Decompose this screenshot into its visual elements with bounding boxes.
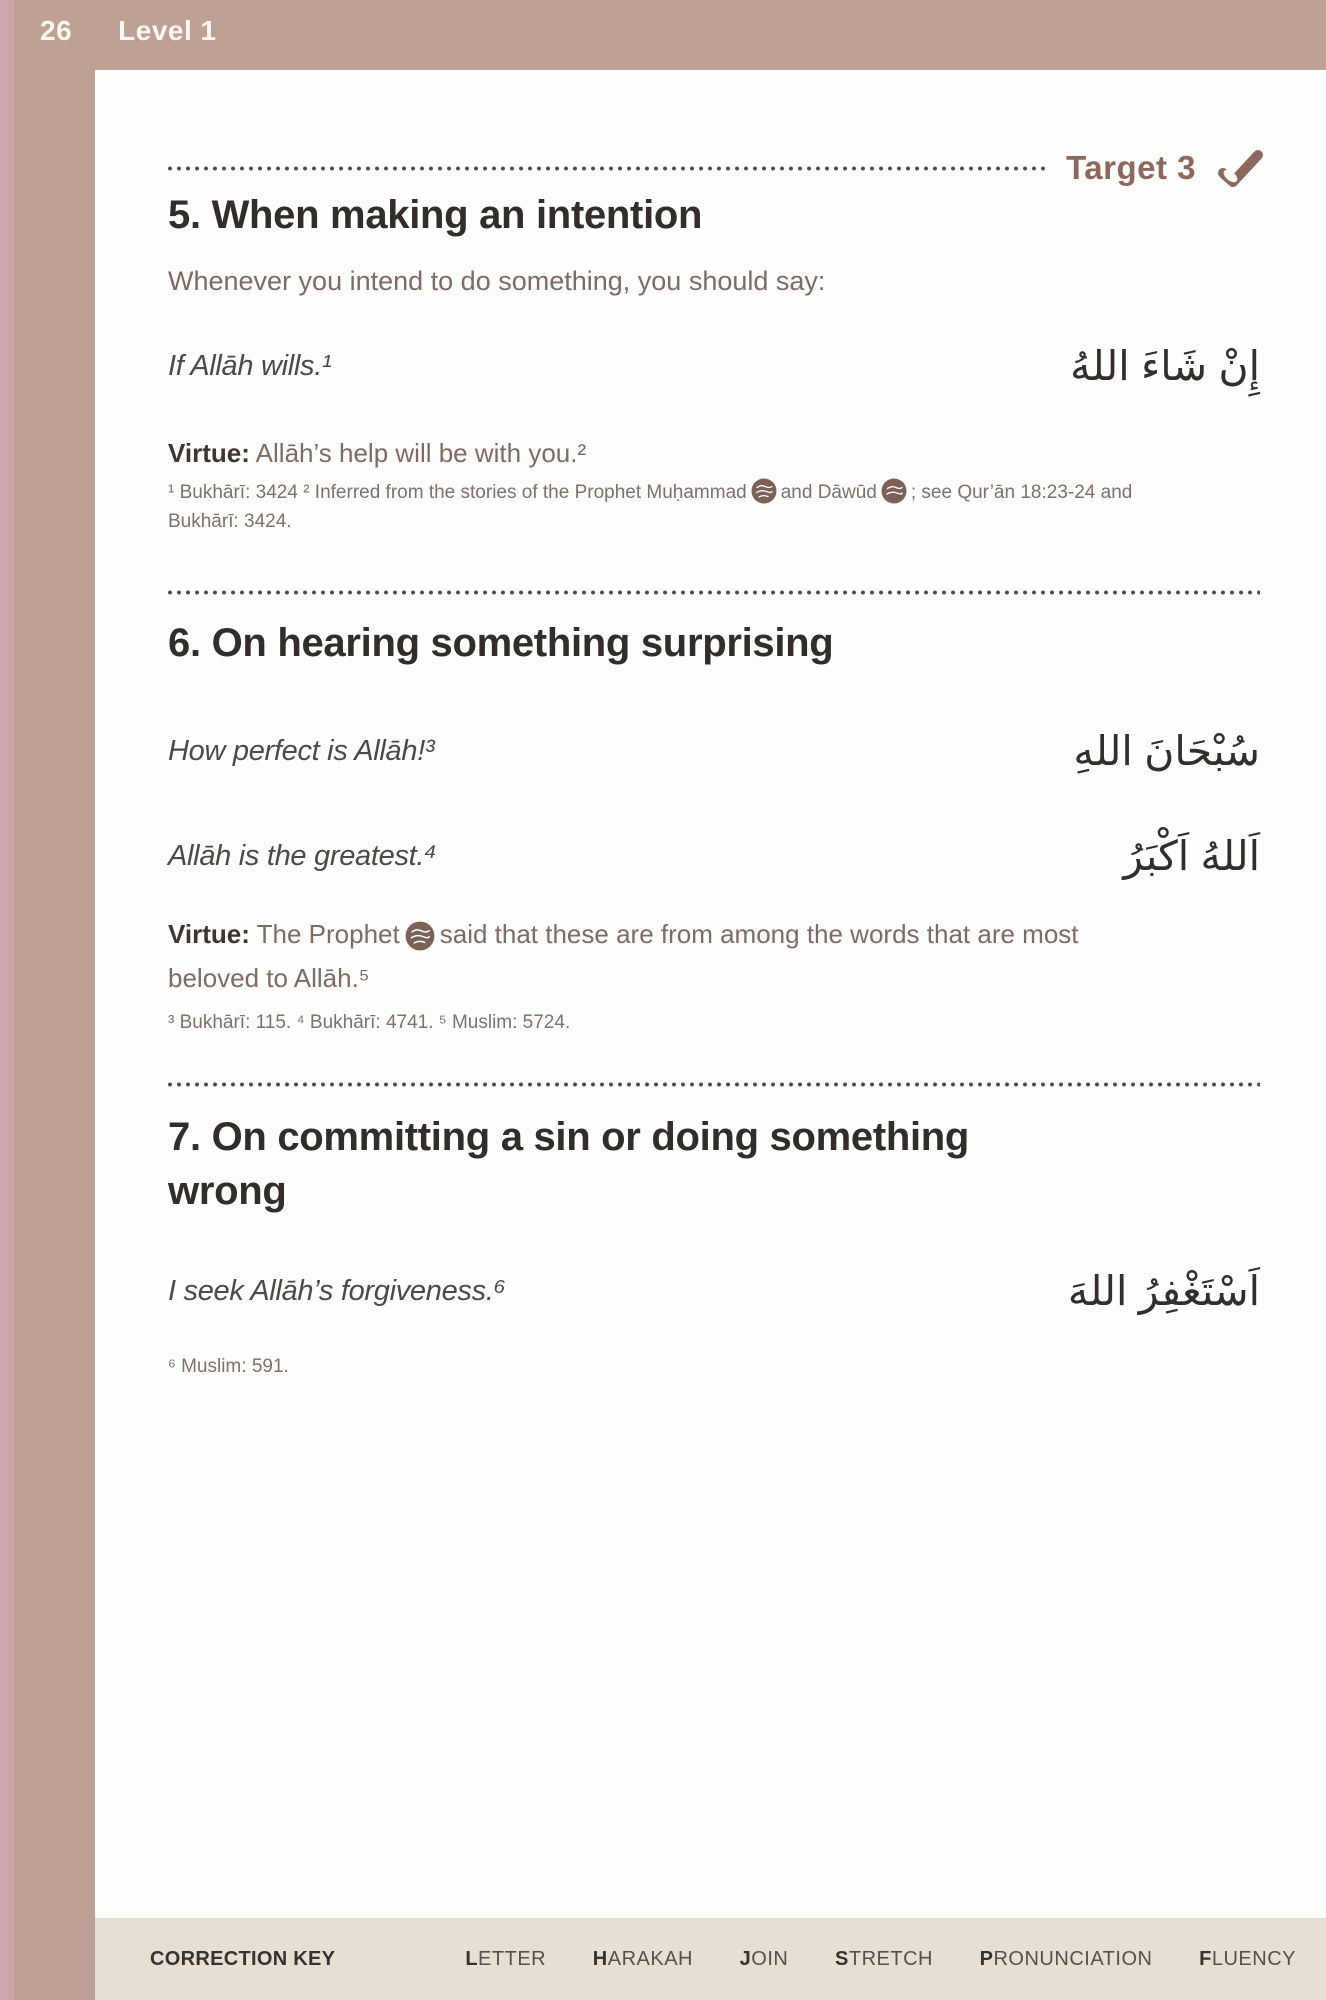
phrase-row — [168, 823, 1260, 889]
phrase-row — [168, 718, 1260, 784]
key-item-initial: L — [465, 1947, 479, 1970]
target-label: Target 3 — [1066, 149, 1196, 186]
key-item-initial: H — [592, 1947, 608, 1970]
section7-footnote: ⁶ Muslim: 591. — [168, 1356, 289, 1377]
section5-virtue — [168, 432, 1260, 474]
dotted-separator — [168, 590, 1260, 595]
key-item-stretch — [835, 1948, 933, 1971]
virtue-text: Allāh’s help will be with you.² — [255, 438, 587, 468]
key-item-rest: RONUNCIATION — [993, 1947, 1153, 1970]
virtue-label: Virtue: — [168, 438, 250, 468]
phrase-row — [168, 333, 1260, 399]
virtue-line2: beloved to Allāh.⁵ — [168, 963, 370, 993]
virtue-text: The Prophet — [256, 919, 400, 949]
section5-intro: Whenever you intend to do something, you should say: — [168, 266, 826, 296]
phrase-arabic: اَسْتَغْفِرُ اللهَ — [1067, 1268, 1260, 1314]
footnote-text: and Dāwūd — [780, 482, 877, 503]
key-item-rest: TRETCH — [848, 1947, 933, 1970]
virtue-line1 — [168, 912, 1260, 956]
section5-title: 5. When making an intention — [168, 193, 703, 237]
key-item-initial: P — [979, 1947, 994, 1970]
phrase-arabic: سُبْحَانَ اللهِ — [1073, 728, 1260, 774]
key-item-rest: ARAKAH — [607, 1947, 693, 1970]
phrase-english: I seek Allāh’s forgiveness.⁶ — [168, 1274, 506, 1307]
dotted-separator — [168, 166, 1048, 171]
target-row — [168, 145, 1266, 191]
section6-virtue — [168, 912, 1260, 1000]
key-item-initial: F — [1199, 1947, 1212, 1970]
virtue-label: Virtue: — [168, 919, 250, 949]
phrase-english: If Allāh wills.¹ — [168, 349, 332, 382]
page-number: 26 — [40, 15, 73, 46]
phrase-arabic: اَللهُ اَكْبَرُ — [1123, 833, 1260, 879]
key-item-fluency — [1199, 1948, 1296, 1971]
key-item-rest: ETTER — [478, 1947, 547, 1970]
dotted-separator — [168, 1082, 1260, 1087]
check-icon — [1214, 146, 1266, 190]
phrase-row — [168, 1256, 1260, 1326]
key-item-letter — [465, 1948, 546, 1971]
pbuh-icon — [751, 478, 777, 504]
footnote-line2: Bukhārī: 3424. — [168, 511, 292, 532]
key-item-harakah — [593, 1948, 693, 1971]
footnote-line1 — [168, 478, 1260, 507]
correction-key-bar — [95, 1918, 1326, 2000]
page-header — [40, 15, 217, 47]
key-item-join — [740, 1948, 789, 1971]
section7-title-line2: wrong — [168, 1169, 287, 1213]
section7-title — [168, 1110, 969, 1218]
page-edge-strip — [0, 0, 14, 2000]
section6-footnote: ³ Bukhārī: 115. ⁴ Bukhārī: 4741. ⁵ Muslim: 5724. — [168, 1012, 571, 1033]
phrase-arabic: إِنْ شَاءَ اللهُ — [1070, 343, 1260, 389]
correction-key-items — [465, 1948, 1296, 1971]
footnote-text: ¹ Bukhārī: 3424 ² Inferred from the stories of the Prophet Muḥammad — [168, 482, 747, 503]
key-item-pronunciation — [980, 1948, 1153, 1971]
virtue-text: said that these are from among the words that are most — [439, 919, 1079, 949]
section6-title: 6. On hearing something surprising — [168, 621, 834, 665]
key-item-initial: J — [739, 1947, 752, 1970]
section7-title-line1: 7. On committing a sin or doing something — [168, 1115, 970, 1159]
peace-upon-him-icon — [881, 478, 907, 504]
footnote-text: ; see Qur’ān 18:23-24 and — [910, 482, 1133, 503]
key-item-initial: S — [835, 1947, 849, 1970]
key-item-rest: LUENCY — [1211, 1947, 1296, 1970]
level-label: Level 1 — [118, 15, 217, 46]
key-item-rest: OIN — [751, 1947, 789, 1970]
phrase-english: Allāh is the greatest.⁴ — [168, 839, 437, 872]
correction-key-title: CORRECTION KEY — [150, 1947, 336, 1970]
white-page — [95, 70, 1326, 2000]
pbuh-icon — [405, 921, 435, 951]
section5-footnote — [168, 478, 1260, 536]
phrase-english: How perfect is Allāh!³ — [168, 734, 435, 767]
